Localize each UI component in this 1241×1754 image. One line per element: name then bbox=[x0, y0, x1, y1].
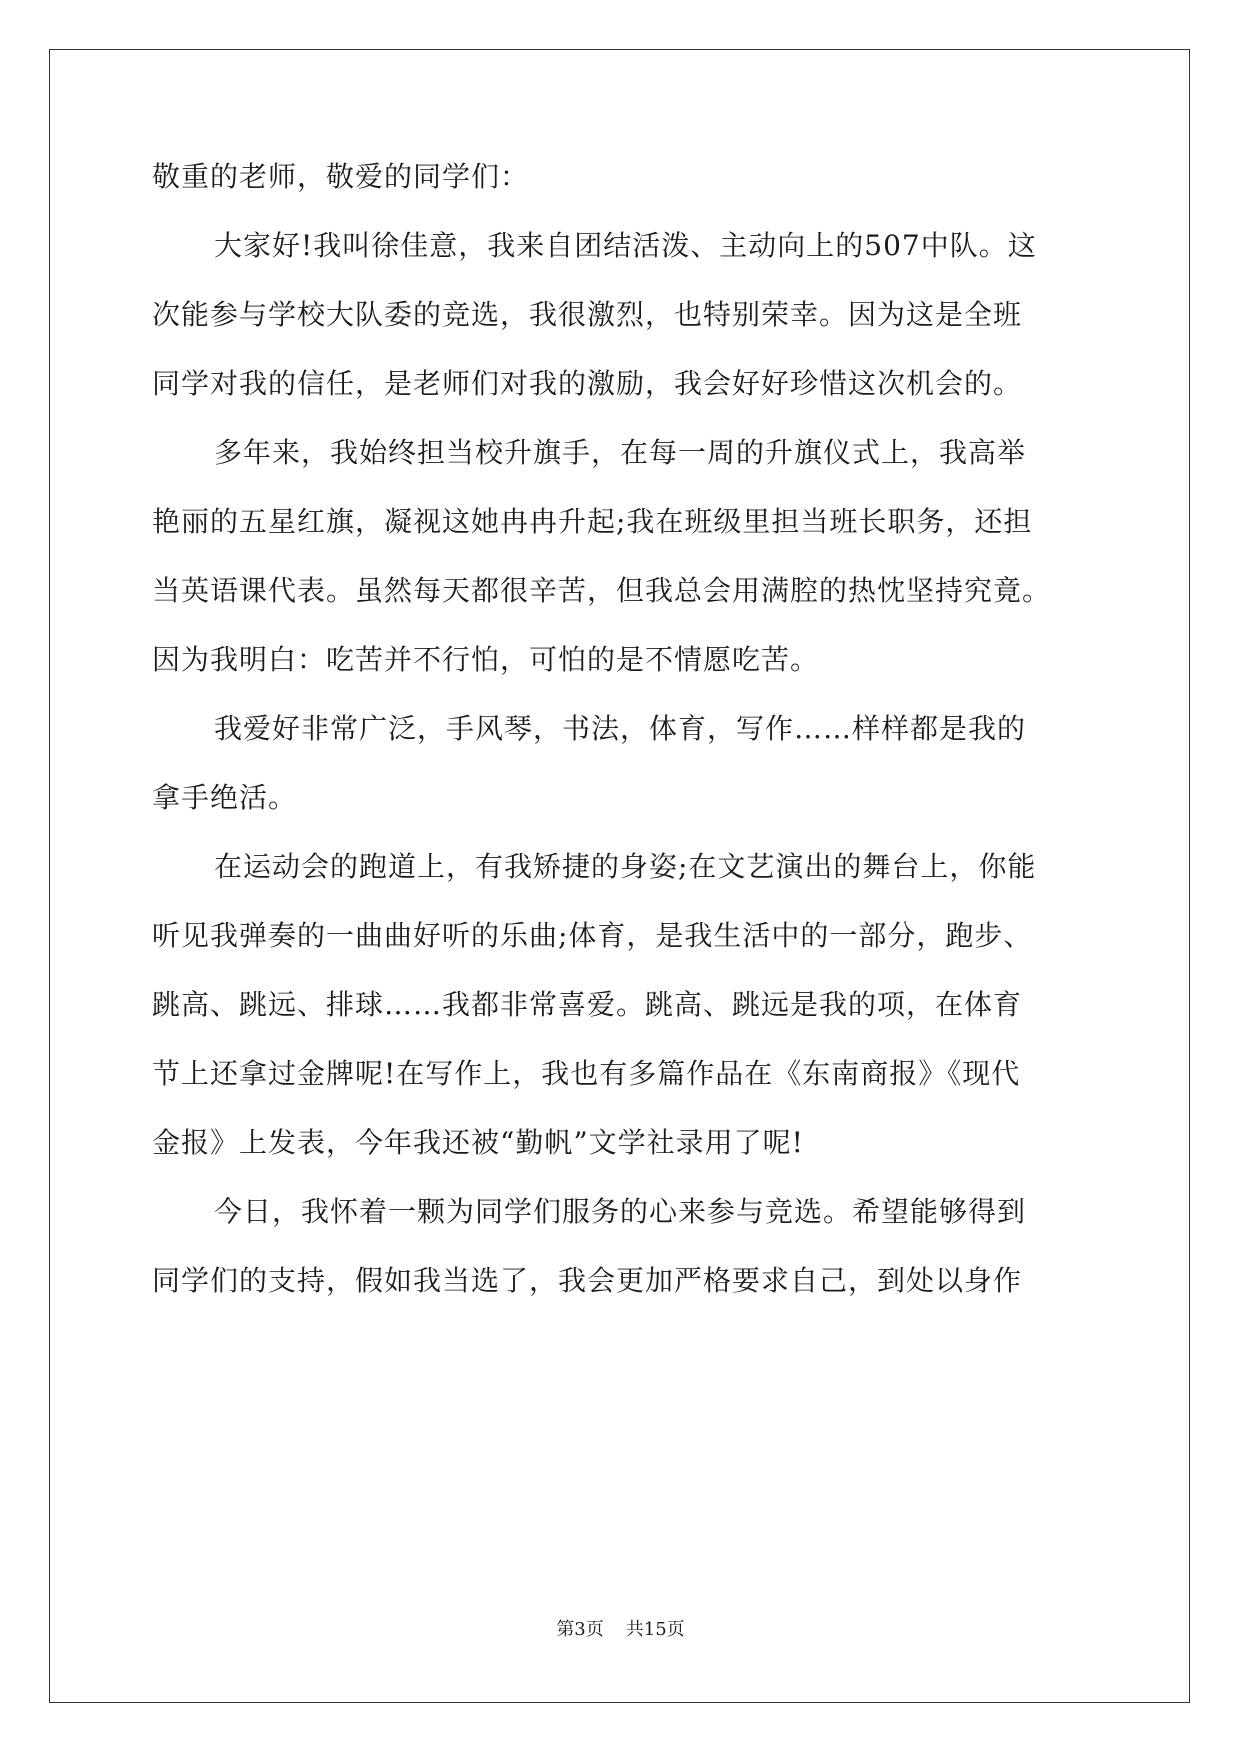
text-line: 同学们的支持，假如我当选了，我会更加严格要求自己，到处以身作 bbox=[152, 1264, 1023, 1297]
text-line: 金报》上发表，今年我还被“勤帆”文学社录用了呢! bbox=[152, 1126, 804, 1159]
text-line: 我爱好非常广泛，手风琴，书法，体育，写作……样样都是我的 bbox=[214, 712, 1027, 745]
page-total: 共15页 bbox=[625, 1619, 685, 1640]
text-line: 拿手绝活。 bbox=[152, 781, 298, 814]
text-line: 听见我弹奏的一曲曲好听的乐曲;体育，是我生活中的一部分，跑步、 bbox=[152, 919, 1033, 952]
text-line: 艳丽的五星红旗，凝视这她冉冉升起;我在班级里担当班长职务，还担 bbox=[152, 505, 1033, 538]
page-footer bbox=[0, 1618, 1241, 1642]
text-line-salutation: 敬重的老师，敬爱的同学们： bbox=[152, 160, 530, 193]
text-line: 当英语课代表。虽然每天都很辛苦，但我总会用满腔的热忱坚持究竟。 bbox=[152, 574, 1052, 607]
text-line: 在运动会的跑道上，有我矫捷的身姿;在文艺演出的舞台上，你能 bbox=[214, 850, 1037, 883]
text-line: 今日，我怀着一颗为同学们服务的心来参与竞选。希望能够得到 bbox=[214, 1195, 1027, 1228]
text-line: 因为我明白：吃苦并不行怕，可怕的是不情愿吃苦。 bbox=[152, 643, 820, 676]
text-line: 节上还拿过金牌呢!在写作上，我也有多篇作品在《东南商报》《现代 bbox=[152, 1057, 1021, 1090]
text-line: 跳高、跳远、排球……我都非常喜爱。跳高、跳远是我的项，在体育 bbox=[152, 988, 1023, 1021]
text-line: 同学对我的信任，是老师们对我的激励，我会好好珍惜这次机会的。 bbox=[152, 367, 1023, 400]
text-line: 大家好!我叫徐佳意，我来自团结活泼、主动向上的507中队。这 bbox=[214, 229, 1037, 262]
text-line: 多年来，我始终担当校升旗手，在每一周的升旗仪式上，我高举 bbox=[214, 436, 1027, 469]
text-line: 次能参与学校大队委的竞选，我很激烈，也特别荣幸。因为这是全班 bbox=[152, 298, 1023, 331]
page-number: 第3页 bbox=[556, 1619, 604, 1640]
